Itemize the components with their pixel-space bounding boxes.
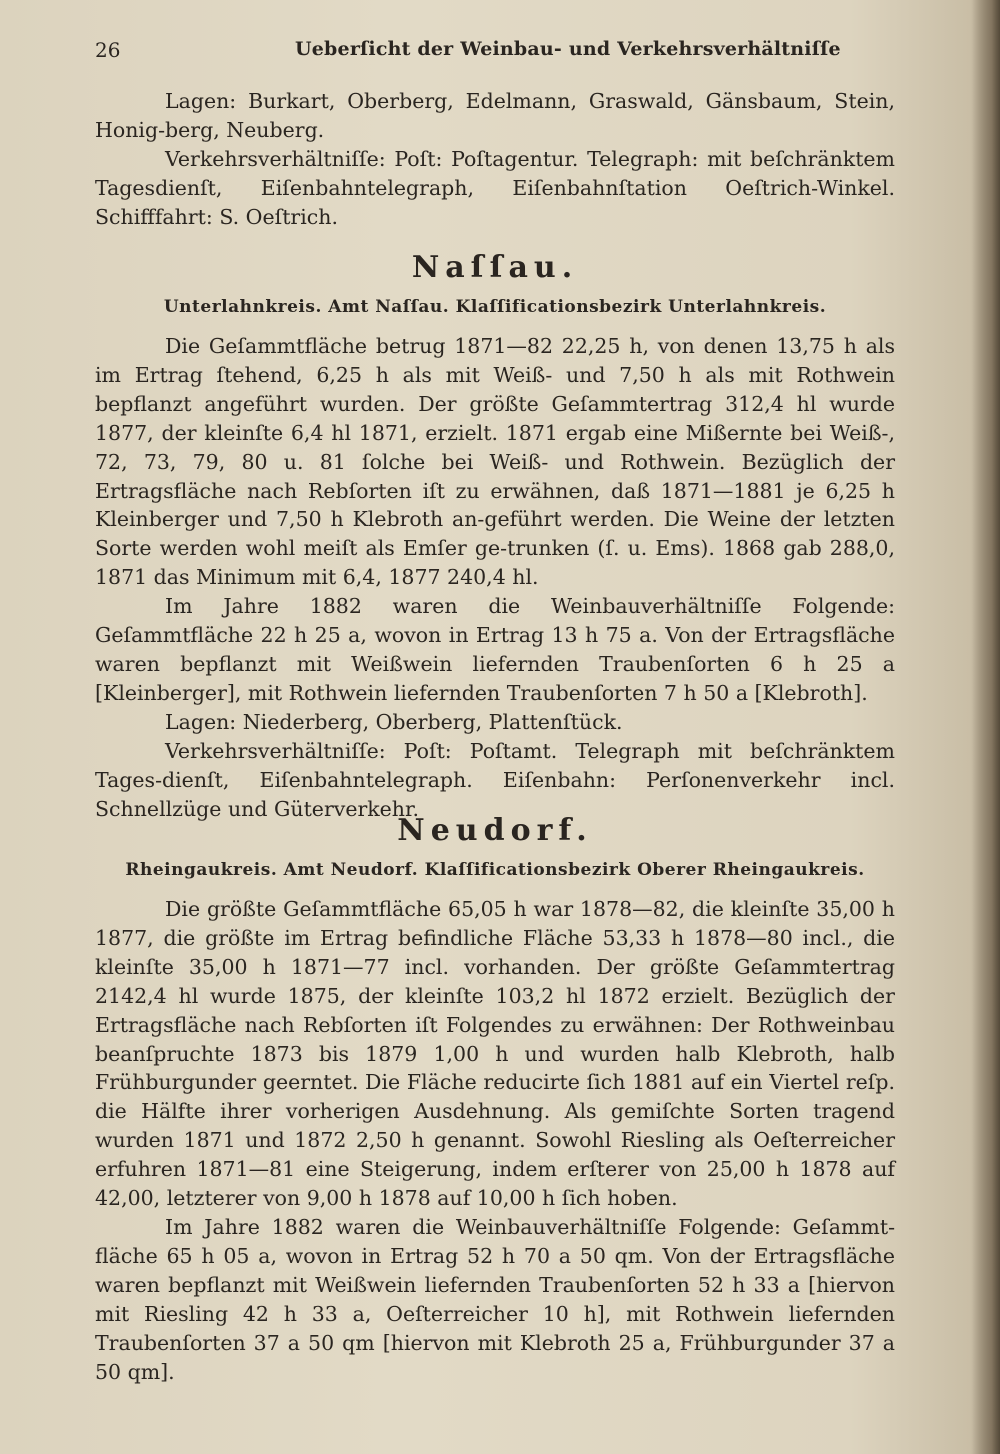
section-title-neudorf: Neudorf.	[397, 813, 593, 848]
neudorf-body	[95, 895, 895, 1386]
section-subtitle-nassau: Unterlahnkreis. Amt Naſſau. Klaſſificationsbezirk Unterlahnkreis.	[163, 297, 827, 317]
neudorf-paragraph-2: Im Jahre 1882 waren die Weinbauverhältniſſe Folgende: Geſammt-fläche 65 h 05 a, wovon in Ertrag 52 h 70 a 50 qm. Von der Ertragsfläche waren bepflanzt mit Weißwein liefernden Traubenſorten 52 h 33 a [hiervon mit Riesling 42 h 33 a, Oeſterreicher 10 h], mit Rothwein liefernden Traubenſorten 37 a 50 qm [hiervon mit Klebroth 25 a, Frühburgunder 37 a 50 qm].	[95, 1214, 895, 1384]
nassau-paragraph-4: Verkehrsverhältniſſe: Poſt: Poſtamt. Telegraph mit beſchränktem Tages-dienſt, Eiſenbahntelegraph. Eiſenbahn: Perſonenverkehr incl. Schnellzüge und Güterverkehr.	[95, 738, 895, 821]
nassau-paragraph-1: Die Geſammtfläche betrug 1871—82 22,25 h, von denen 13,75 h als im Ertrag ſtehend, 6,25 h als mit Weiß- und 7,50 h als mit Rothwein bepflanzt angeführt wurden. Der größte Geſammtertrag 312,4 hl wurde 1877, der kleinſte 6,4 hl 1871, erzielt. 1871 ergab eine Mißernte bei Weiß-, 72, 73, 79, 80 u. 81 ſolche bei Weiß- und Rothwein. Bezüglich der Ertragsfläche nach Rebſorten iſt zu erwähnen, daß 1871—1881 je 6,25 h Kleinberger und 7,50 h Klebroth an-geführt werden. Die Weine der letzten Sorte werden wohl meiſt als Emſer ge-trunken (ſ. u. Ems). 1868 gab 288,0, 1871 das Minimum mit 6,4, 1877 240,4 hl.	[95, 334, 895, 590]
section-subtitle-neudorf: Rheingaukreis. Amt Neudorf. Klaſſificationsbezirk Oberer Rheingaukreis.	[125, 860, 865, 880]
page-edge-shadow	[972, 0, 1000, 1454]
nassau-paragraph-2: Im Jahre 1882 waren die Weinbauverhältniſſe Folgende: Geſammtfläche 22 h 25 a, wovon in Ertrag 13 h 75 a. Von der Ertragsfläche waren bepflanzt mit Weißwein liefernden Traubenſorten 6 h 25 a [Kleinberger], mit Rothwein liefernden Traubenſorten 7 h 50 a [Klebroth].	[95, 594, 895, 705]
nassau-body	[95, 332, 895, 823]
page-number: 26	[95, 38, 121, 62]
section-title-nassau: Naſſau.	[411, 250, 579, 285]
nassau-paragraph-3: Lagen: Niederberg, Oberberg, Plattenſtück.	[165, 709, 623, 734]
verkehr-paragraph: Verkehrsverhältniſſe: Poſt: Poſtagentur. Telegraph: mit beſchränktem Tagesdienſt, Eiſenbahntelegraph, Eiſenbahnſtation Oeſtrich-Winkel. Schifffahrt: S. Oeſtrich.	[95, 146, 895, 229]
lagen-paragraph: Lagen: Burkart, Oberberg, Edelmann, Graswald, Gänsbaum, Stein, Honig-berg, Neuberg.	[95, 89, 895, 142]
running-title: Ueberſicht der Weinbau- und Verkehrsverhältniſſe	[295, 38, 841, 60]
previous-section-continuation	[95, 87, 895, 232]
page-header	[95, 38, 905, 68]
neudorf-paragraph-1: Die größte Geſammtfläche 65,05 h war 1878—82, die kleinſte 35,00 h 1877, die größte im Ertrag befindliche Fläche 53,33 h 1878—80 incl., die kleinſte 35,00 h 1871—77 incl. vorhanden. Der größte Geſammtertrag 2142,4 hl wurde 1875, der kleinſte 103,2 hl 1872 erzielt. Bezüglich der Ertragsfläche nach Rebſorten iſt Folgendes zu erwähnen: Der Rothweinbau beanſpruchte 1873 bis 1879 1,00 h und wurden halb Klebroth, halb Frühburgunder geerntet. Die Fläche reducirte ſich 1881 auf ein Viertel reſp. die Hälfte ihrer vorherigen Ausdehnung. Als gemiſchte Sorten tragend wurden 1871 und 1872 2,50 h genannt. Sowohl Riesling als Oeſterreicher erfuhren 1871—81 eine Steigerung, indem erſterer von 25,00 h 1878 auf 42,00, letzterer von 9,00 h 1878 auf 10,00 h ſich hoben.	[95, 897, 895, 1211]
